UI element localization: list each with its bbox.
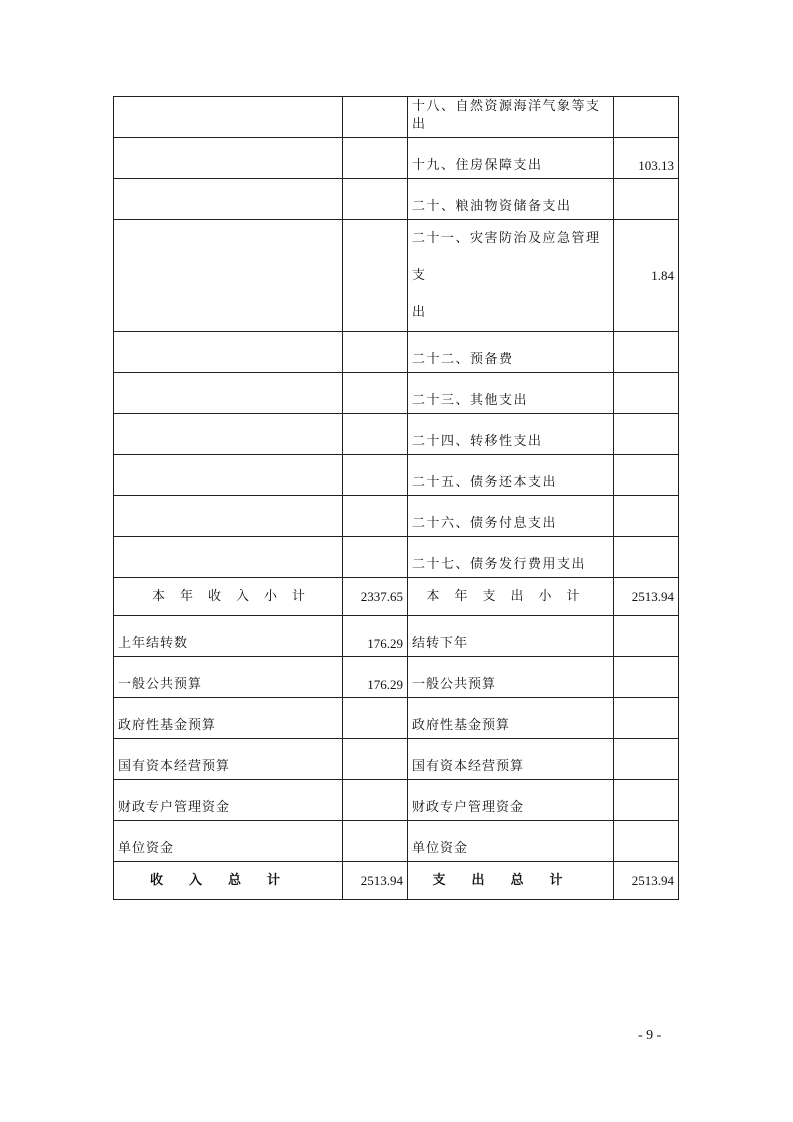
table-row [114, 657, 679, 698]
expense-item-label: 十八、自然资源海洋气象等支出 [408, 97, 614, 138]
table-row [114, 698, 679, 739]
income-value-cell [343, 373, 408, 414]
table-row [114, 414, 679, 455]
income-value-cell [343, 138, 408, 179]
income-subitem-value [343, 698, 408, 739]
expense-subitem-label: 国有资本经营预算 [408, 739, 614, 780]
expense-item-label-line2: 出 [412, 305, 427, 320]
income-item-cell [114, 373, 343, 414]
table-row [114, 780, 679, 821]
expense-item-label: 十九、住房保障支出 [408, 138, 614, 179]
income-subitem-value [343, 739, 408, 780]
income-item-cell [114, 138, 343, 179]
income-value-cell [343, 179, 408, 220]
income-subitem-value [343, 780, 408, 821]
income-subitem-label: 一般公共预算 [114, 657, 343, 698]
expense-total-value: 2513.94 [614, 862, 679, 900]
income-value-cell [343, 332, 408, 373]
expense-item-value [614, 179, 679, 220]
income-subitem-label: 财政专户管理资金 [114, 780, 343, 821]
expense-subitem-label: 一般公共预算 [408, 657, 614, 698]
income-subitem-label: 国有资本经营预算 [114, 739, 343, 780]
expense-item-label-line1: 二十一、灾害防治及应急管理支 [412, 231, 601, 283]
table-row [114, 179, 679, 220]
expense-subitem-value [614, 821, 679, 862]
income-item-cell [114, 179, 343, 220]
income-value-cell [343, 414, 408, 455]
income-subitem-label: 政府性基金预算 [114, 698, 343, 739]
expense-item-value [614, 455, 679, 496]
table-row [114, 138, 679, 179]
table-row [114, 332, 679, 373]
expense-subitem-label: 政府性基金预算 [408, 698, 614, 739]
income-value-cell [343, 97, 408, 138]
income-total-label: 收入总计 [114, 862, 343, 900]
expense-subitem-label: 单位资金 [408, 821, 614, 862]
carry-forward-value [614, 616, 679, 657]
expense-item-value [614, 537, 679, 578]
expense-subtotal-value: 2513.94 [614, 578, 679, 616]
income-subitem-value [343, 821, 408, 862]
expense-item-value [614, 332, 679, 373]
expense-subitem-value [614, 698, 679, 739]
subtotal-row [114, 578, 679, 616]
income-subitem-value: 176.29 [343, 657, 408, 698]
income-item-cell [114, 220, 343, 332]
income-total-value: 2513.94 [343, 862, 408, 900]
expense-item-label: 二十三、其他支出 [408, 373, 614, 414]
expense-item-value: 103.13 [614, 138, 679, 179]
expense-item-value [614, 373, 679, 414]
income-value-cell [343, 455, 408, 496]
income-value-cell [343, 220, 408, 332]
table-row [114, 537, 679, 578]
table-row [114, 821, 679, 862]
income-item-cell [114, 496, 343, 537]
expense-subitem-value [614, 739, 679, 780]
carryover-row [114, 616, 679, 657]
expense-item-value [614, 97, 679, 138]
expense-item-label: 二十四、转移性支出 [408, 414, 614, 455]
expense-item-label-multiline [408, 220, 614, 332]
income-value-cell [343, 537, 408, 578]
expense-item-label: 二十七、债务发行费用支出 [408, 537, 614, 578]
expense-subitem-value [614, 780, 679, 821]
expense-item-value [614, 414, 679, 455]
table-row [114, 373, 679, 414]
expense-subtotal-label: 本年支出小计 [408, 578, 614, 616]
prior-year-carryover-label: 上年结转数 [114, 616, 343, 657]
table-row [114, 97, 679, 138]
expense-item-label: 二十五、债务还本支出 [408, 455, 614, 496]
expense-subitem-value [614, 657, 679, 698]
income-subitem-label: 单位资金 [114, 821, 343, 862]
income-item-cell [114, 332, 343, 373]
income-value-cell [343, 496, 408, 537]
page-number: - 9 - [638, 1028, 662, 1043]
prior-year-carryover-value: 176.29 [343, 616, 408, 657]
expense-item-value: 1.84 [614, 220, 679, 332]
expense-subitem-label: 财政专户管理资金 [408, 780, 614, 821]
expense-item-label: 二十、粮油物资储备支出 [408, 179, 614, 220]
expense-item-label: 二十六、债务付息支出 [408, 496, 614, 537]
table-row [114, 220, 679, 332]
table-row [114, 455, 679, 496]
income-subtotal-value: 2337.65 [343, 578, 408, 616]
expense-item-value [614, 496, 679, 537]
income-subtotal-label: 本年收入小计 [114, 578, 343, 616]
income-item-cell [114, 537, 343, 578]
income-item-cell [114, 414, 343, 455]
income-item-cell [114, 97, 343, 138]
table-row [114, 739, 679, 780]
carry-forward-label: 结转下年 [408, 616, 614, 657]
total-row [114, 862, 679, 900]
table-row [114, 496, 679, 537]
expense-item-label: 二十二、预备费 [408, 332, 614, 373]
expense-total-label: 支出总计 [408, 862, 614, 900]
income-item-cell [114, 455, 343, 496]
budget-summary-table [113, 96, 679, 900]
